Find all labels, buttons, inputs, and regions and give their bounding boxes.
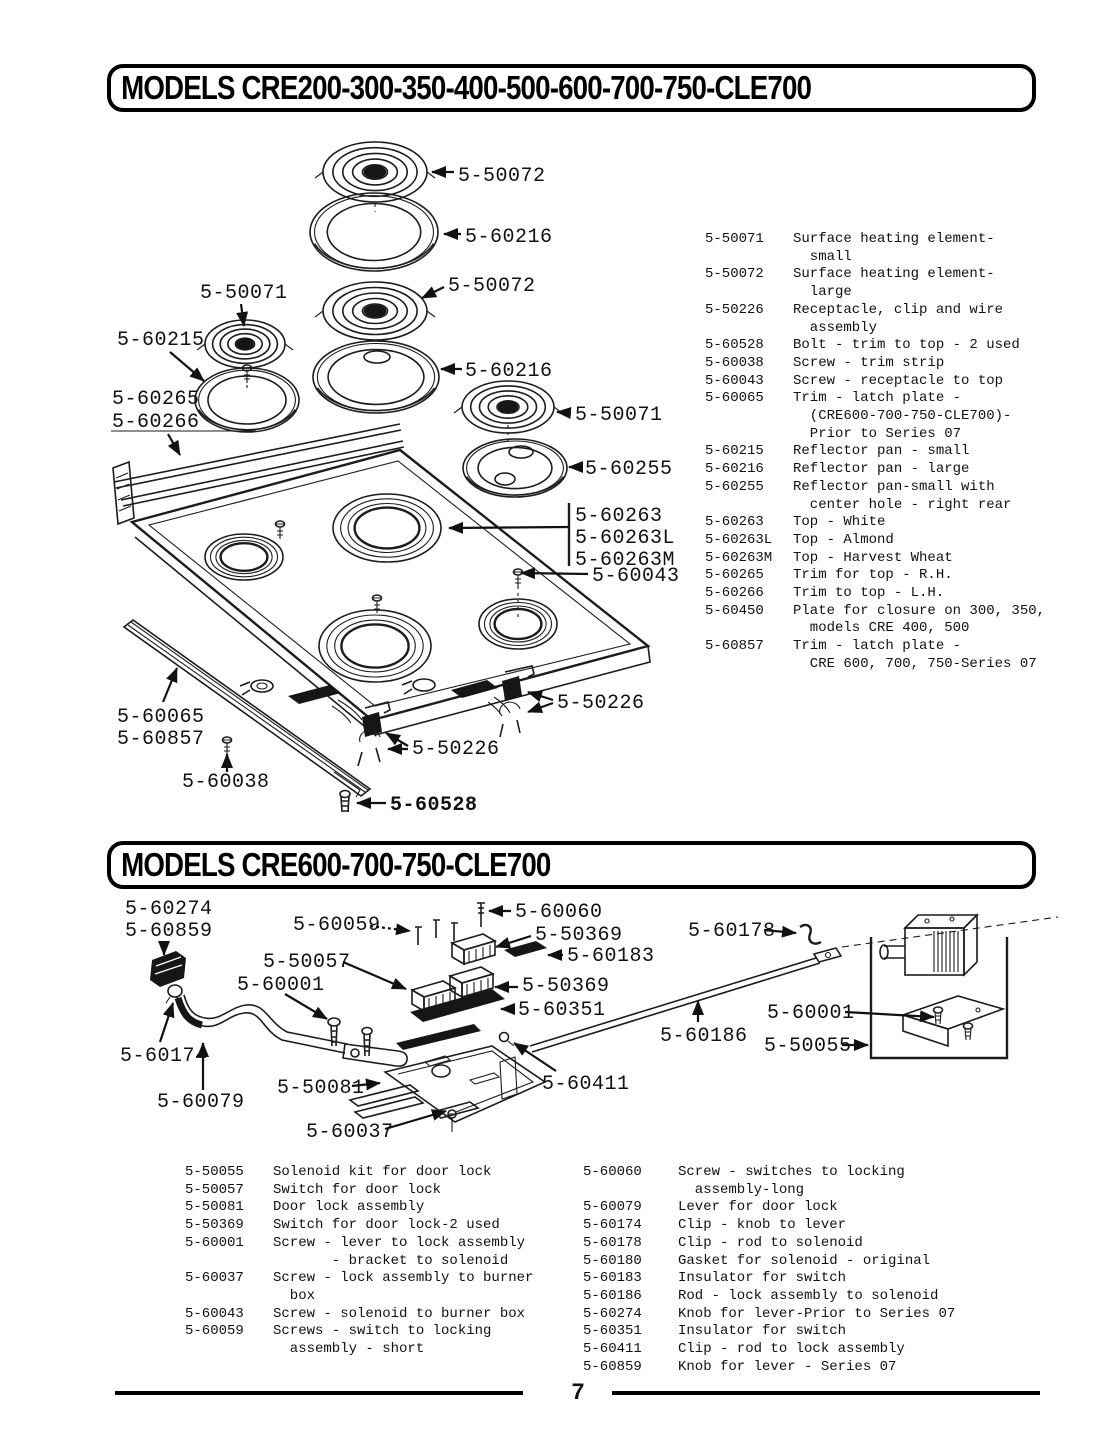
section1-header <box>107 64 1036 112</box>
part-number: 5-60037 <box>185 1270 244 1287</box>
screw <box>276 521 285 539</box>
callout-arrow <box>163 668 177 702</box>
part-callout-label: 5-50369 <box>535 924 623 947</box>
part-row <box>583 1341 955 1359</box>
part-description-line: Trim - latch plate - <box>793 390 962 407</box>
part-row <box>185 1199 533 1217</box>
part-number: 5-60266 <box>705 585 764 602</box>
part-description-line: Surface heating element- <box>793 266 995 283</box>
part-callout-label: 5-60001 <box>237 974 325 997</box>
part-description-line: Trim to top - L.H. <box>793 585 945 602</box>
part-description <box>678 1306 955 1324</box>
part-description <box>273 1164 491 1182</box>
part-description <box>793 514 885 532</box>
part-description <box>273 1217 500 1235</box>
footer-rule-left <box>115 1391 523 1395</box>
part-description-line: Screw - solenoid to burner box <box>273 1305 526 1322</box>
part-number: 5-60079 <box>583 1199 642 1216</box>
part-description <box>678 1217 846 1235</box>
part-row <box>705 567 1045 585</box>
part-number: 5-60528 <box>705 337 764 354</box>
part-row <box>705 585 1045 603</box>
callout-arrow <box>343 962 406 989</box>
burner-opening <box>319 610 431 682</box>
part-callout-label: 5-60263L <box>575 527 676 550</box>
part-number: 5-60274 <box>583 1305 642 1322</box>
part-number: 5-50071 <box>705 231 764 247</box>
part-number: 5-50057 <box>185 1181 244 1198</box>
part-number: 5-50226 <box>705 301 764 318</box>
part-description-line: Screw - trim strip <box>793 354 945 371</box>
part-description <box>273 1182 441 1200</box>
part-row <box>583 1359 955 1377</box>
part-description-line: Reflector pan-small with <box>793 478 995 495</box>
part-row <box>705 302 1045 337</box>
part-description <box>793 567 953 585</box>
part-description-line: Prior to Series 07 <box>793 425 962 442</box>
part-callout-label: 5-60037 <box>306 1121 394 1144</box>
part-row <box>185 1164 533 1182</box>
part-description-line: Clip - rod to lock assembly <box>678 1341 905 1358</box>
part-callout-label: 5-60060 <box>515 901 603 924</box>
part-callout-label: 5-60263 <box>575 505 663 528</box>
part-row <box>705 638 1045 673</box>
part-number: 5-50055 <box>185 1164 244 1180</box>
heating-element-coil <box>197 320 293 368</box>
part-callout-label: 5-50081 <box>277 1077 365 1100</box>
part-description <box>793 373 1003 391</box>
part-description <box>793 266 995 301</box>
callout-arrow <box>241 304 244 326</box>
part-description-line: small <box>793 248 852 265</box>
part-description-line: Bolt - trim to top - 2 used <box>793 337 1020 354</box>
part-description-line: Gasket for solenoid - original <box>678 1252 931 1269</box>
section2-title: MODELS CRE600-700-750-CLE700 <box>121 846 551 883</box>
section1-title: MODELS CRE200-300-350-400-500-600-700-750-CLE700 <box>121 69 812 106</box>
part-description-line: Clip - knob to lever <box>678 1217 847 1234</box>
section2-header <box>107 841 1036 889</box>
part-number: 5-50369 <box>185 1217 244 1234</box>
part-description-line: Reflector pan - small <box>793 443 970 460</box>
door-lock-diagram <box>0 893 1100 1160</box>
part-description-line: center hole - right rear <box>793 496 1012 513</box>
callout-arrow <box>528 703 553 712</box>
part-description-line: Plate for closure on 300, 350, <box>793 602 1046 619</box>
callout-arrow <box>557 412 571 413</box>
part-description <box>793 532 894 550</box>
footer-rule-right <box>612 1391 1040 1395</box>
part-row <box>705 337 1045 355</box>
part-row <box>583 1253 955 1271</box>
part-description-line: Screw - lever to lock assembly <box>273 1234 526 1251</box>
part-description-line: Clip - rod to solenoid <box>678 1234 863 1251</box>
part-description <box>678 1359 896 1377</box>
page-number: 7 <box>571 1380 585 1406</box>
part-description <box>273 1306 525 1324</box>
part-number: 5-60186 <box>583 1287 642 1304</box>
part-callout-label: 5-50226 <box>412 738 500 761</box>
part-description-line: large <box>793 284 852 301</box>
part-number: 5-60065 <box>705 390 764 407</box>
part-callout-label: 5-60038 <box>182 771 270 794</box>
part-number: 5-60859 <box>583 1358 642 1375</box>
part-description-line: Screw - receptacle to top <box>793 372 1004 389</box>
part-callout-label: 5-60274 <box>125 898 213 921</box>
part-row <box>185 1323 533 1358</box>
part-number: 5-60060 <box>583 1164 642 1180</box>
part-callout-label: 5-60255 <box>585 458 673 481</box>
part-callout-label: 5-60178 <box>688 920 776 943</box>
part-number: 5-60450 <box>705 602 764 619</box>
part-description-line: assembly - short <box>273 1341 425 1358</box>
part-callout-label: 5-60215 <box>117 329 205 352</box>
part-callout-label: 5-60351 <box>518 999 606 1022</box>
part-number: 5-60411 <box>583 1341 642 1358</box>
part-number: 5-50072 <box>705 266 764 283</box>
part-number: 5-60043 <box>185 1305 244 1322</box>
part-callout-label: 5-60265 <box>112 388 200 411</box>
section2-parts-list-left <box>185 1164 533 1359</box>
callout-arrow <box>449 527 569 528</box>
part-description <box>678 1199 838 1217</box>
part-description-line: Knob for lever - Series 07 <box>678 1358 897 1375</box>
part-description <box>678 1341 905 1359</box>
part-description <box>678 1253 930 1271</box>
callout-arrow <box>422 287 444 298</box>
part-number: 5-60043 <box>705 372 764 389</box>
part-description-line: Trim - latch plate - <box>793 638 962 655</box>
part-number: 5-60265 <box>705 567 764 584</box>
part-description <box>793 443 969 461</box>
part-description <box>273 1270 533 1305</box>
part-callout-label: 5-60857 <box>117 728 205 751</box>
part-number: 5-60215 <box>705 443 764 460</box>
part-row <box>583 1164 955 1199</box>
reflector-pan <box>313 341 439 413</box>
part-number: 5-60255 <box>705 478 764 495</box>
part-description <box>793 302 1003 337</box>
part-row <box>583 1323 955 1341</box>
part-row <box>705 603 1045 638</box>
part-row <box>185 1235 533 1270</box>
part-description <box>793 355 944 373</box>
part-row <box>705 266 1045 301</box>
callout-arrow <box>285 994 327 1019</box>
part-callout-label: 5-50071 <box>200 282 288 305</box>
part-row <box>583 1235 955 1253</box>
part-description-line: Reflector pan - large <box>793 461 970 478</box>
part-description-line: - bracket to solenoid <box>273 1252 509 1269</box>
part-description <box>678 1288 938 1306</box>
part-description-line: Surface heating element- <box>793 231 995 247</box>
part-description-line: Receptacle, clip and wire <box>793 301 1004 318</box>
part-row <box>583 1217 955 1235</box>
part-description-line: box <box>273 1287 316 1304</box>
part-row <box>705 390 1045 443</box>
part-number: 5-60263L <box>705 531 773 548</box>
callout-arrow <box>170 352 204 381</box>
part-description <box>678 1164 905 1199</box>
part-number: 5-60174 <box>583 1217 642 1234</box>
part-description <box>273 1323 491 1358</box>
part-callout-label: 5-60183 <box>567 945 655 968</box>
part-description <box>678 1270 846 1288</box>
part-row <box>583 1199 955 1217</box>
part-callout-label: 5-60043 <box>592 565 680 588</box>
part-callout-label: 5-60216 <box>465 226 553 249</box>
part-number: 5-60038 <box>705 354 764 371</box>
part-callout-label: 5-60528 <box>390 794 478 817</box>
part-description-line: Screws - switch to locking <box>273 1323 492 1340</box>
part-callout-label: 5-50072 <box>458 165 546 188</box>
part-callout-label: 5-60079 <box>157 1091 245 1114</box>
part-callout-label: 5-60059 <box>293 914 381 937</box>
part-description <box>793 337 1020 355</box>
reflector-pan <box>310 193 438 271</box>
part-number: 5-60178 <box>583 1234 642 1251</box>
part-description <box>273 1199 424 1217</box>
part-number: 5-60263M <box>705 549 773 566</box>
part-number: 5-60263 <box>705 514 764 531</box>
callout-arrow <box>521 573 588 574</box>
part-description-line: Top - White <box>793 514 886 531</box>
callout-arrow <box>845 1012 934 1017</box>
part-number: 5-60001 <box>185 1234 244 1251</box>
part-description <box>793 603 1045 638</box>
part-callout-label: 5-60266 <box>112 411 200 434</box>
part-number: 5-60180 <box>583 1252 642 1269</box>
callout-arrow <box>160 1003 173 1042</box>
part-row <box>583 1270 955 1288</box>
part-number: 5-60351 <box>583 1323 642 1340</box>
burner-opening <box>205 534 283 580</box>
part-description-line: Top - Harvest Wheat <box>793 549 953 566</box>
part-row <box>185 1270 533 1305</box>
part-row <box>705 550 1045 568</box>
screw <box>514 569 523 587</box>
heating-element-coil <box>315 282 435 340</box>
section1-parts-list <box>705 231 1045 674</box>
part-description <box>793 550 953 568</box>
part-row <box>705 443 1045 461</box>
part-number: 5-60216 <box>705 461 764 478</box>
part-description-line: Screw - switches to locking <box>678 1164 905 1180</box>
part-description-line: Insulator for switch <box>678 1270 847 1287</box>
part-description-line: CRE 600, 700, 750-Series 07 <box>793 655 1037 672</box>
part-description <box>793 461 969 479</box>
part-description <box>793 390 1011 443</box>
part-row <box>185 1306 533 1324</box>
part-description <box>793 231 995 266</box>
part-row <box>185 1217 533 1235</box>
part-callout-label: 5-50226 <box>557 692 645 715</box>
part-description <box>678 1323 846 1341</box>
part-row <box>583 1288 955 1306</box>
part-description-line: assembly <box>793 319 878 336</box>
part-description-line: Solenoid kit for door lock <box>273 1164 492 1180</box>
part-description-line: Lever for door lock <box>678 1199 838 1216</box>
part-callout-label: 5-60065 <box>117 706 205 729</box>
part-description <box>678 1235 863 1253</box>
part-description-line: Insulator for switch <box>678 1323 847 1340</box>
part-row <box>705 373 1045 391</box>
part-row <box>705 532 1045 550</box>
part-description-line: (CRE600-700-750-CLE700)- <box>793 408 1012 425</box>
part-callout-label: 5-60216 <box>465 360 553 383</box>
part-callout-label: 5-60411 <box>542 1073 630 1096</box>
part-row <box>583 1306 955 1324</box>
part-callout-label: 5-60186 <box>660 1025 748 1048</box>
part-description-line: Trim for top - R.H. <box>793 567 953 584</box>
part-callout-label: 5-60263M <box>575 549 676 572</box>
part-number: 5-60183 <box>583 1270 642 1287</box>
section2-parts-list-right <box>583 1164 955 1376</box>
part-description-line: Switch for door lock <box>273 1181 442 1198</box>
screw <box>223 737 232 755</box>
part-callout-label: 5-60001 <box>767 1002 855 1025</box>
part-description-line: models CRE 400, 500 <box>793 620 970 637</box>
part-description <box>793 479 1011 514</box>
part-description-line: Door lock assembly <box>273 1199 425 1216</box>
reflector-pan <box>463 439 567 497</box>
callout-arrow <box>168 434 180 455</box>
part-row <box>705 231 1045 266</box>
callout-arrow <box>386 733 408 746</box>
part-callout-label: 5-60174 <box>120 1045 208 1068</box>
part-callout-label: 5-50072 <box>448 275 536 298</box>
part-row <box>705 461 1045 479</box>
part-description-line: assembly-long <box>678 1181 805 1198</box>
part-description-line: Screw - lock assembly to burner <box>273 1270 534 1287</box>
part-number: 5-50081 <box>185 1199 244 1216</box>
part-description <box>793 638 1037 673</box>
part-number: 5-60059 <box>185 1323 244 1340</box>
part-row <box>705 355 1045 373</box>
part-callout-label: 5-50369 <box>522 975 610 998</box>
part-callout-label: 5-50055 <box>764 1035 852 1058</box>
part-description-line: Top - Almond <box>793 531 894 548</box>
burner-opening <box>479 599 557 649</box>
callout-arrow <box>385 1111 446 1129</box>
screw <box>243 365 252 383</box>
burner-opening <box>333 494 441 562</box>
part-description <box>793 585 944 603</box>
part-description-line: Rod - lock assembly to solenoid <box>678 1287 939 1304</box>
callout-arrow <box>528 692 553 700</box>
part-callout-label: 5-60859 <box>125 920 213 943</box>
part-row <box>705 479 1045 514</box>
part-row <box>185 1182 533 1200</box>
part-callout-label: 5-50057 <box>263 951 351 974</box>
part-description <box>273 1235 525 1270</box>
part-row <box>705 514 1045 532</box>
part-description-line: Switch for door lock-2 used <box>273 1217 500 1234</box>
part-callout-label: 5-50071 <box>575 404 663 427</box>
door-lock-switch <box>452 934 495 964</box>
part-number: 5-60857 <box>705 638 764 655</box>
part-description-line: Knob for lever-Prior to Series 07 <box>678 1305 956 1322</box>
